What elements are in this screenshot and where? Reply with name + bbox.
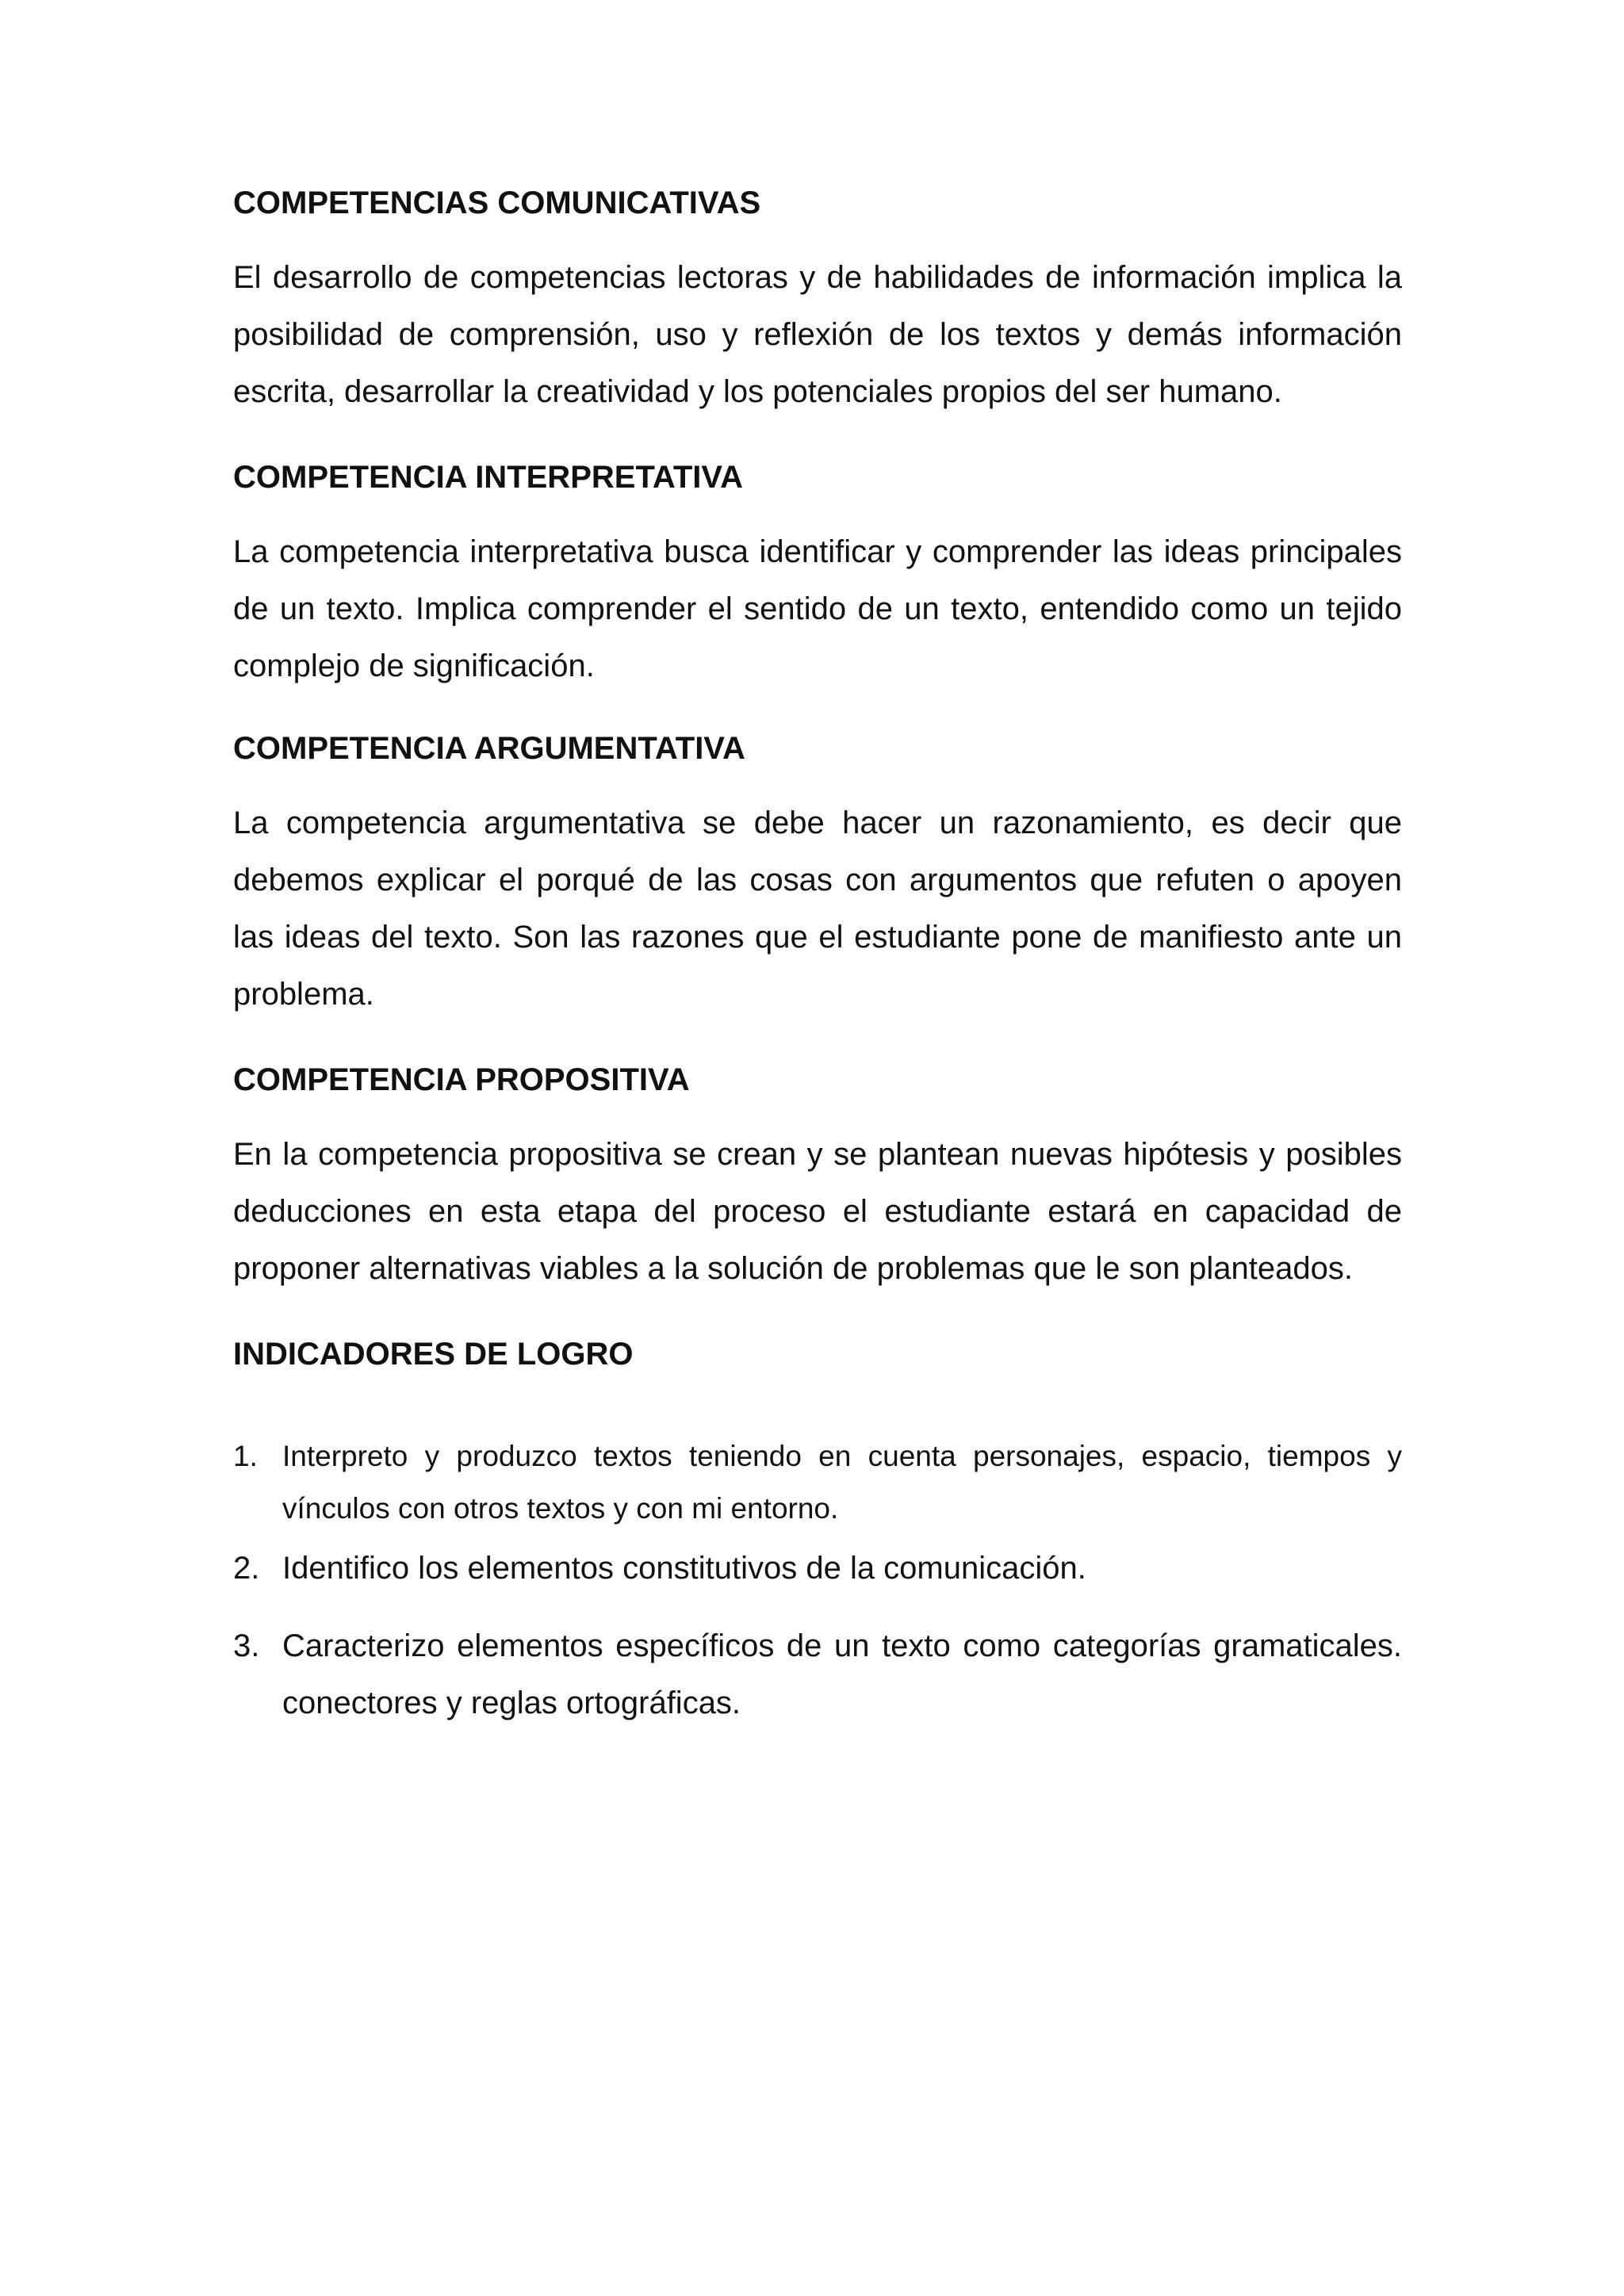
section-body-competencias-comunicativas: El desarrollo de competencias lectoras y de habilidades de información implica la posibilidad de comprensión, uso y reflexión de los textos y demás información escrita, desarrollar la creatividad y los potenciales propios del ser humano. [233,260,1402,409]
section-title-competencia-propositiva: COMPETENCIA PROPOSITIVA [233,1062,690,1097]
section-title-competencia-interpretativa: COMPETENCIA INTERPRETATIVA [233,460,743,495]
section-title-competencia-argumentativa: COMPETENCIA ARGUMENTATIVA [233,731,745,766]
list-item [233,1540,1402,1597]
list-item-text: Identifico los elementos constitutivos de la comunicación. [282,1551,1086,1586]
section-body-competencia-argumentativa: La competencia argumentativa se debe hacer un razonamiento, es decir que debemos explicar el porqué de las cosas con argumentos que refuten o apoyen las ideas del texto. Son las razones que el estudiante pone de manifiesto ante un problema. [233,806,1402,1012]
list-item [233,1617,1402,1732]
indicators-list [233,1430,1402,1732]
list-item-number: 3. [233,1628,260,1663]
list-item-text: Interpreto y produzco textos teniendo en cuenta personajes, espacio, tiempos y vínculos con otros textos y con mi entorno. [282,1440,1402,1525]
list-item [233,1430,1402,1535]
section-title-competencias-comunicativas: COMPETENCIAS COMUNICATIVAS [233,186,761,220]
list-item-number: 1. [233,1440,258,1472]
document-page [233,184,1402,1732]
section-body-competencia-propositiva: En la competencia propositiva se crean y se plantean nuevas hipótesis y posibles deducciones en esta etapa del proceso el estudiante estará en capacidad de proponer alternativas viables a la solución de problemas que le son planteados. [233,1137,1402,1286]
section-title-indicadores-de-logro: INDICADORES DE LOGRO [233,1337,634,1372]
list-item-number: 2. [233,1551,260,1586]
section-body-competencia-interpretativa: La competencia interpretativa busca identificar y comprender las ideas principales de un texto. Implica comprender el sentido de un texto, entendido como un tejido complejo de significación. [233,534,1402,683]
list-item-text: Caracterizo elementos específicos de un texto como categorías gramaticales. conectores y reglas ortográficas. [282,1628,1402,1720]
